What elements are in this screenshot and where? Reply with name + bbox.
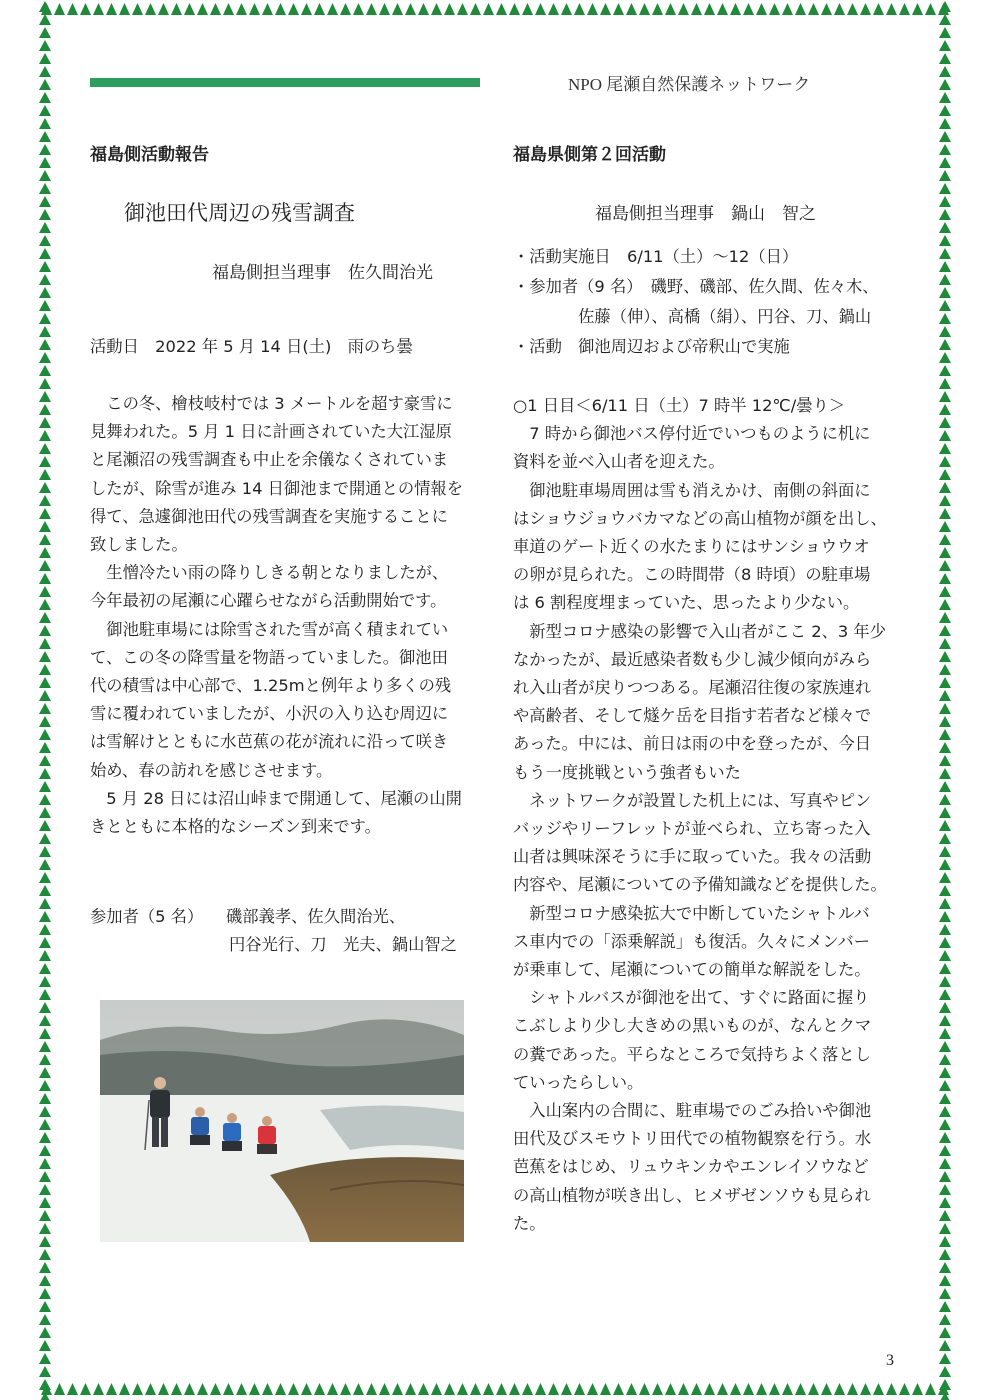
page-number: 3 <box>886 1352 894 1369</box>
paragraph-line: もう一度挑戦という強者もいた <box>513 762 741 782</box>
paragraph-line: 田代及びスモウトリ田代での植物観察を行う。水 <box>513 1129 872 1149</box>
left-article-body <box>90 390 463 841</box>
right-author: 福島側担当理事 鍋山 智之 <box>595 204 816 224</box>
right-activity-info <box>513 242 879 362</box>
paragraph-line: 得て、急遽御池田代の残雪調査を実施することに <box>90 506 448 526</box>
right-tree-border <box>938 0 952 1400</box>
snow-survey-photo <box>100 1000 464 1242</box>
paragraph-line: と尾瀬沼の残雪調査も中止を余儀なくされていま <box>90 450 449 470</box>
bottom-tree-border <box>40 1382 950 1396</box>
paragraph-line: 御池駐車場には除雪された雪が高く積まれてい <box>90 619 449 639</box>
header-accent-bar <box>90 78 480 87</box>
paragraph-line: あった。中には、前日は雨の中を登ったが、今日 <box>513 734 872 754</box>
info-line: ・参加者（9 名） 磯野、磯部、佐久間、佐々木、 <box>513 277 879 296</box>
paragraph-line: 入山案内の合間に、駐車場でのごみ拾いや御池 <box>513 1101 872 1121</box>
info-line: 佐藤（伸）、高橋（絹）、円谷、刀、鍋山 <box>513 307 872 326</box>
paragraph-line: 始め、春の訪れを感じさせます。 <box>90 760 333 780</box>
paragraph-line: シャトルバスが御池を出て、すぐに路面に握り <box>513 988 870 1008</box>
top-tree-border <box>40 2 950 16</box>
paragraph-line: は 6 割程度埋まっていた、思ったより少ない。 <box>513 593 860 613</box>
paragraph-line: ス車内での「添乗解説」も復活。久々にメンバー <box>513 931 871 951</box>
paragraph-line: 今年最初の尾瀬に心躍らせながら活動開始です。 <box>90 591 447 611</box>
paragraph-line: 内容や、尾瀬についての予備知識などを提供した。 <box>513 875 887 895</box>
paragraph-line: 見舞われた。5 月 1 日に計画されていた大江湿原 <box>90 422 452 442</box>
paragraph-line: 芭蕉をはじめ、リュウキンカやエンレイソウなど <box>513 1157 869 1177</box>
paragraph-line: れ入山者が戻りつつある。尾瀬沼往復の家族連れ <box>513 678 872 698</box>
paragraph-line: 生憎冷たい雨の降りしきる朝となりましたが、 <box>90 563 449 583</box>
paragraph-line: バッジやリーフレットが並べられ、立ち寄った入 <box>513 819 871 839</box>
info-line: ・活動 御池周辺および帝釈山で実施 <box>513 337 790 356</box>
paragraph-line: 7 時から御池バス停付近でいつものように机に <box>513 424 871 444</box>
paragraph-line: 代の積雪は中心部で、1.25mと例年より多くの残 <box>90 676 452 696</box>
organization-name: NPO 尾瀬自然保護ネットワーク <box>568 75 811 94</box>
paragraph-line: 雪に覆われていましたが、小沢の入り込む周辺に <box>90 704 449 724</box>
paragraph-line: の卵が見られた。この時間帯（8 時頃）の駐車場 <box>513 565 871 585</box>
paragraph-line: 車道のゲート近くの水たまりにはサンショウウオ <box>513 537 870 557</box>
left-article-title: 御池田代周辺の残雪調査 <box>124 201 355 225</box>
paragraph-line: が乗車して、尾瀬についての簡単な解説をした。 <box>513 960 871 980</box>
info-line: ・活動実施日 6/11（土）～12（日） <box>513 247 799 266</box>
paragraph-line: 山者は興味深そうに手に取っていた。我々の活動 <box>513 847 872 867</box>
paragraph-line: ○1 日目＜6/11 日（土）7 時半 12℃/曇り＞ <box>513 396 846 415</box>
paragraph-line: この冬、檜枝岐村では 3 メートルを超す豪雪に <box>90 394 453 413</box>
right-article-body <box>513 392 887 1238</box>
left-author: 福島側担当理事 佐久間治光 <box>212 263 433 283</box>
paragraph-line: なかったが、最近感染者数も少し減少傾向がみら <box>513 649 872 669</box>
paragraph-line: 致しました。 <box>90 535 188 555</box>
paragraph-line: て、この冬の降雪量を物語っていました。御池田 <box>90 647 448 667</box>
paragraph-line: 資料を並べ入山者を迎えた。 <box>513 452 725 472</box>
activity-date: 活動日 2022 年 5 月 14 日(土) 雨のち曇 <box>90 337 413 356</box>
paragraph-line: きとともに本格的なシーズン到来です。 <box>90 817 381 837</box>
paragraph-line: 新型コロナ感染拡大で中断していたシャトルバ <box>513 903 870 923</box>
paragraph-line: こぶしより少し大きめの黒いものが、なんとクマ <box>513 1016 872 1036</box>
left-section-heading: 福島側活動報告 <box>90 145 209 165</box>
right-section-heading: 福島県側第２回活動 <box>513 145 666 165</box>
paragraph-line: 御池駐車場周囲は雪も消えかけ、南側の斜面に <box>513 480 871 500</box>
paragraph-line: したが、除雪が進み 14 日御池まで開通との情報を <box>90 478 463 498</box>
paragraph-line: ていったらしい。 <box>513 1072 644 1092</box>
paragraph-line: の糞であった。平らなところで気持ちよく落とし <box>513 1044 871 1064</box>
participants-line-1: 磯部義孝、佐久間治光、 <box>226 907 406 926</box>
paragraph-line: の高山植物が咲き出し、ヒメザゼンソウも見られ <box>513 1185 871 1205</box>
participants-label: 参加者（5 名） <box>90 907 204 926</box>
left-tree-border <box>38 0 52 1400</box>
paragraph-line: ネットワークが設置した机上には、写真やピン <box>513 790 872 810</box>
paragraph-line: た。 <box>513 1213 546 1233</box>
paragraph-line: 5 月 28 日には沼山峠まで開通して、尾瀬の山開 <box>90 788 462 808</box>
paragraph-line: や高齢者、そして燧ケ岳を目指す若者など様々で <box>513 706 872 726</box>
paragraph-line: 新型コロナ感染の影響で入山者がここ 2、3 年少 <box>513 621 886 641</box>
paragraph-line: はショウジョウバカマなどの高山植物が顔を出し、 <box>513 508 887 528</box>
participants-line-2: 円谷光行、刀 光夫、鍋山智之 <box>229 935 457 954</box>
paragraph-line: は雪解けとともに水芭蕉の花が流れに沿って咲き <box>90 732 449 752</box>
